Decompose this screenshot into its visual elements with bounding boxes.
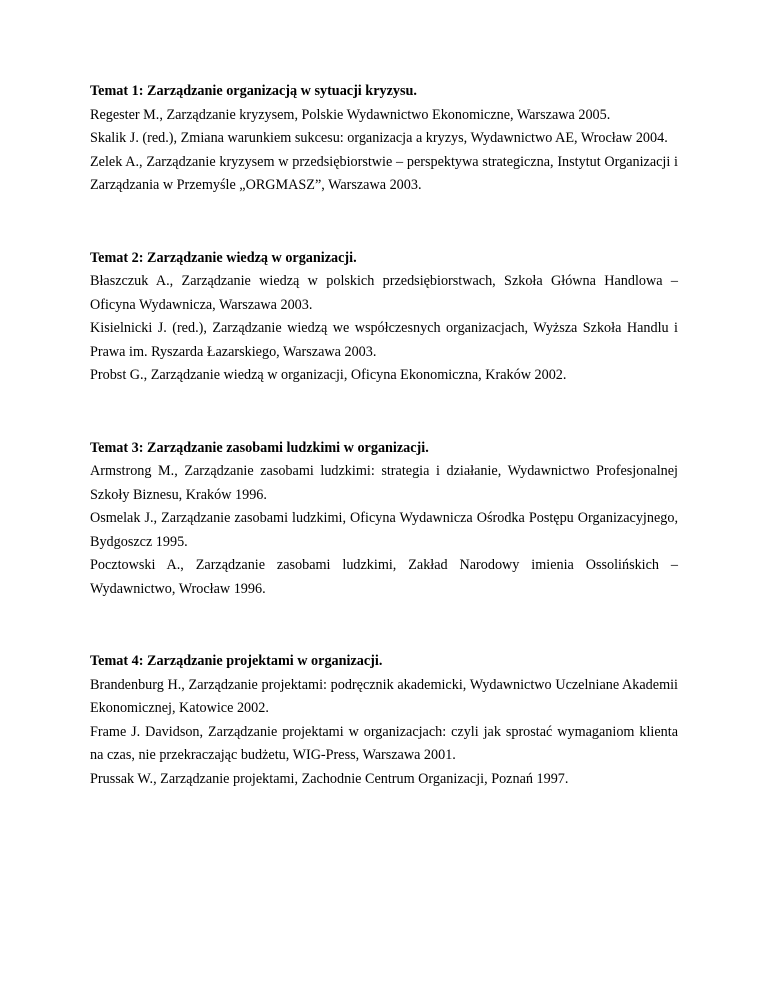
document-page xyxy=(90,80,678,840)
bibliography-entry: Brandenburg H., Zarządzanie projektami: podręcznik akademicki, Wydawnictwo Uczelniane Akademii Ekonomicznej, Katowice 2002. xyxy=(90,676,678,716)
bibliography-entry: Prussak W., Zarządzanie projektami, Zachodnie Centrum Organizacji, Poznań 1997. xyxy=(90,770,569,787)
topic-section-3 xyxy=(90,437,678,602)
bibliography-entry: Pocztowski A., Zarządzanie zasobami ludzkimi, Zakład Narodowy imienia Ossolińskich – Wydawnictwo, Wrocław 1996. xyxy=(90,557,678,597)
bibliography-entry: Osmelak J., Zarządzanie zasobami ludzkimi, Oficyna Wydawnicza Ośrodka Postępu Organizacyjnego, Bydgoszcz 1995. xyxy=(90,510,678,550)
bibliography-entry: Zelek A., Zarządzanie kryzysem w przedsiębiorstwie – perspektywa strategiczna, Instytut Organizacji i Zarządzania w Przemyśle „ORGMASZ”, Warszawa 2003. xyxy=(90,153,678,193)
bibliography-entry: Frame J. Davidson, Zarządzanie projektami w organizacjach: czyli jak sprostać wymaganiom klienta na czas, nie przekraczając budżetu, WIG-Press, Warszawa 2001. xyxy=(90,723,678,763)
bibliography-entry: Probst G., Zarządzanie wiedzą w organizacji, Oficyna Ekonomiczna, Kraków 2002. xyxy=(90,367,567,383)
topic-title: Temat 1: Zarządzanie organizacją w sytuacji kryzysu. xyxy=(90,83,417,99)
topic-title: Temat 2: Zarządzanie wiedzą w organizacji. xyxy=(90,249,357,266)
topic-section-2 xyxy=(90,247,678,388)
topic-section-4 xyxy=(90,650,678,791)
bibliography-entry: Skalik J. (red.), Zmiana warunkiem sukcesu: organizacja a kryzys, Wydawnictwo AE, Wrocław 2004. xyxy=(90,130,668,146)
topic-title: Temat 4: Zarządzanie projektami w organizacji. xyxy=(90,653,383,669)
topic-section-1 xyxy=(90,80,678,198)
bibliography-entry: Błaszczuk A., Zarządzanie wiedzą w polskich przedsiębiorstwach, Szkoła Główna Handlowa – Oficyna Wydawnicza, Warszawa 2003. xyxy=(90,273,678,313)
bibliography-entry: Armstrong M., Zarządzanie zasobami ludzkimi: strategia i działanie, Wydawnictwo Profesjonalnej Szkoły Biznesu, Kraków 1996. xyxy=(90,463,678,503)
bibliography-entry: Regester M., Zarządzanie kryzysem, Polskie Wydawnictwo Ekonomiczne, Warszawa 2005. xyxy=(90,106,611,123)
topic-title: Temat 3: Zarządzanie zasobami ludzkimi w organizacji. xyxy=(90,439,429,456)
bibliography-entry: Kisielnicki J. (red.), Zarządzanie wiedzą we współczesnych organizacjach, Wyższa Szkoła Handlu i Prawa im. Ryszarda Łazarskiego, Warszawa 2003. xyxy=(90,320,678,360)
